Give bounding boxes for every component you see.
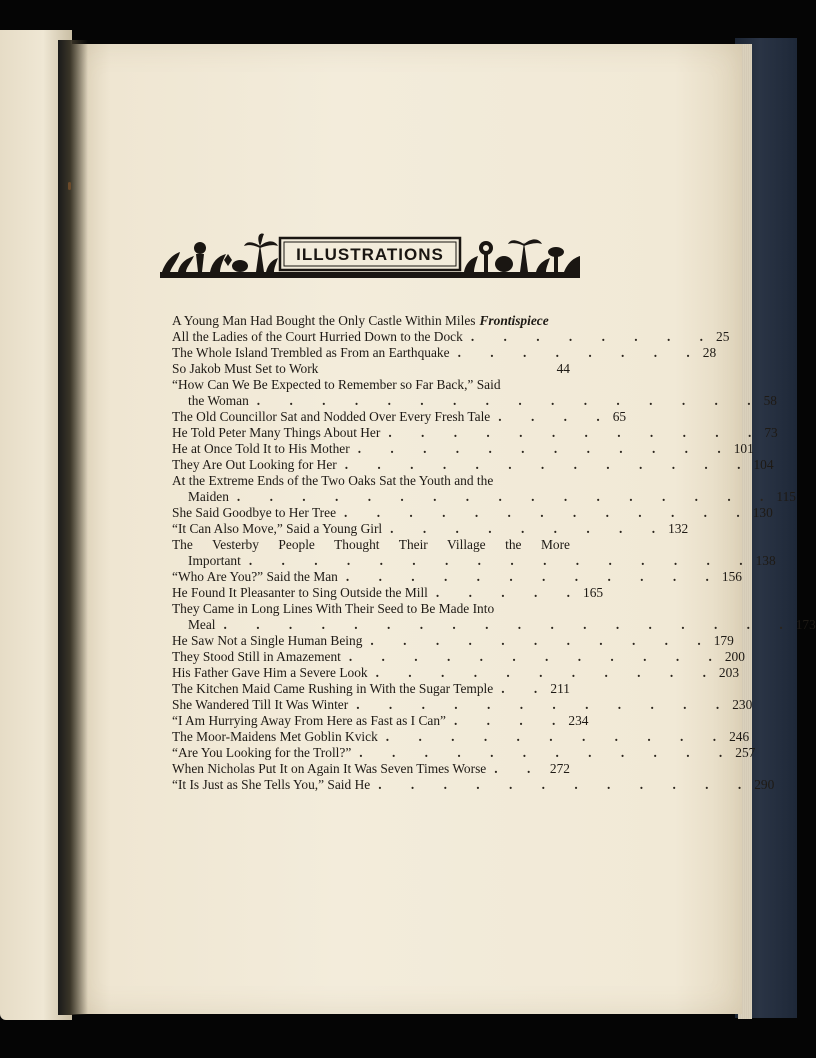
entry-title: He Found It Pleasanter to Sing Outside the Mill bbox=[172, 585, 428, 600]
entry-title: The Old Councillor Sat and Nodded Over Every Fresh Tale bbox=[172, 409, 491, 424]
entry-page: 101 bbox=[733, 441, 754, 456]
list-item bbox=[172, 537, 776, 569]
entry-title: The Moor-Maidens Met Goblin Kvick bbox=[172, 729, 378, 744]
entry-title: He Told Peter Many Things About Her bbox=[172, 425, 381, 440]
list-item bbox=[172, 361, 570, 377]
list-item bbox=[172, 441, 754, 457]
leader-dots: . . . . . . . . . . . . bbox=[359, 745, 736, 760]
entry-page: 179 bbox=[713, 633, 734, 648]
list-item bbox=[172, 745, 756, 761]
entry-page: 132 bbox=[668, 521, 689, 536]
list-item bbox=[172, 569, 742, 585]
entry-title-continued: Important bbox=[188, 553, 241, 568]
entry-title: At the Extreme Ends of the Two Oaks Sat the Youth and the bbox=[172, 473, 494, 488]
leader-dots: . . . . . . . . . . . . . . . . . bbox=[236, 489, 777, 504]
entry-title: “Who Are You?” Said the Man bbox=[172, 569, 338, 584]
leader-dots: . . . . . . . . . . . bbox=[375, 665, 719, 680]
entry-title: The Vesterby People Thought Their Village the More bbox=[172, 537, 570, 552]
leader-dots: . . . . . . . . bbox=[457, 345, 703, 360]
list-item bbox=[172, 505, 773, 521]
entry-title: She Said Goodbye to Her Tree bbox=[172, 505, 337, 520]
entry-page: 230 bbox=[732, 697, 753, 712]
leader-dots: . . . . . . . . . . . . . . . . bbox=[248, 553, 756, 568]
entry-title: “Are You Looking for the Troll?” bbox=[172, 745, 352, 760]
list-item bbox=[172, 761, 570, 777]
leader-dots: . . . . . . . . . . . . . . . . . . bbox=[223, 617, 796, 632]
leader-dots: . . . . . . . . . . . bbox=[370, 633, 714, 648]
entry-page: 44 bbox=[556, 361, 570, 376]
entry-page: 272 bbox=[549, 761, 570, 776]
entry-title-continued: the Woman bbox=[188, 393, 249, 408]
entry-page: 211 bbox=[550, 681, 570, 696]
entry-title-continued: Meal bbox=[188, 617, 216, 632]
leader-dots: . . . . . . . . . . . . bbox=[378, 777, 755, 792]
entry-page: 156 bbox=[721, 569, 742, 584]
leader-dots: . . . . . . . . . . . . bbox=[388, 425, 765, 440]
entry-title: When Nicholas Put It on Again It Was Seven Times Worse bbox=[172, 761, 487, 776]
list-item bbox=[172, 313, 570, 329]
entry-page: 115 bbox=[776, 489, 796, 504]
entry-page: 130 bbox=[752, 505, 773, 520]
entry-title: He Saw Not a Single Human Being bbox=[172, 633, 363, 648]
list-item bbox=[172, 665, 740, 681]
leader-dots: . . . . . . . . bbox=[470, 329, 717, 344]
list-item bbox=[172, 329, 730, 345]
entry-page: 290 bbox=[754, 777, 775, 792]
entry-title: She Wandered Till It Was Winter bbox=[172, 697, 349, 712]
entry-page: 200 bbox=[724, 649, 745, 664]
entry-page: 58 bbox=[763, 393, 777, 408]
list-item bbox=[172, 585, 604, 601]
entry-page: 28 bbox=[702, 345, 717, 360]
entry-page: 173 bbox=[795, 617, 816, 632]
entry-title: “It Is Just as She Tells You,” Said He bbox=[172, 777, 371, 792]
entry-title: He at Once Told It to His Mother bbox=[172, 441, 350, 456]
entry-title-continued: Maiden bbox=[188, 489, 229, 504]
entry-page: 138 bbox=[755, 553, 776, 568]
leader-dots: . . . . . . . . . . . . bbox=[357, 441, 734, 456]
entry-page: 25 bbox=[716, 329, 730, 344]
entry-page: 234 bbox=[568, 713, 589, 728]
list-item bbox=[172, 377, 777, 409]
list-item bbox=[172, 601, 816, 633]
illustrations-heading: ILLUSTRATIONS bbox=[296, 245, 444, 264]
entry-title: They Came in Long Lines With Their Seed to Be Made Into bbox=[172, 601, 495, 616]
leader-dots: . . bbox=[494, 761, 544, 776]
book-gutter bbox=[58, 40, 88, 1015]
list-item bbox=[172, 681, 570, 697]
entry-title: A Young Man Had Bought the Only Castle Within Miles bbox=[172, 313, 476, 328]
entry-title: They Stood Still in Amazement bbox=[172, 649, 341, 664]
entry-title: The Whole Island Trembled as From an Earthquake bbox=[172, 345, 450, 360]
leader-dots: . . . . . bbox=[435, 585, 584, 600]
entry-page: Frontispiece bbox=[479, 313, 549, 328]
leader-dots: . . . . . . . . . . . . bbox=[345, 569, 722, 584]
list-item bbox=[172, 425, 778, 441]
list-item bbox=[172, 457, 774, 473]
entry-page: 246 bbox=[729, 729, 750, 744]
leader-dots: . . . . . . . . . . . . . . . . bbox=[256, 393, 764, 408]
list-item bbox=[172, 729, 750, 745]
leader-dots: . . . . bbox=[498, 409, 613, 424]
leader-dots: . . bbox=[501, 681, 551, 696]
entry-page: 165 bbox=[583, 585, 604, 600]
entry-title: His Father Gave Him a Severe Look bbox=[172, 665, 368, 680]
leader-dots: . . . . . . . . . . . . . bbox=[344, 505, 753, 520]
illustrations-banner bbox=[160, 232, 580, 282]
entry-page: 104 bbox=[753, 457, 774, 472]
entry-title: The Kitchen Maid Came Rushing in With the Sugar Temple bbox=[172, 681, 494, 696]
list-item bbox=[172, 713, 589, 729]
leader-dots: . . . . bbox=[453, 713, 569, 728]
entry-page: 73 bbox=[764, 425, 778, 440]
list-item bbox=[172, 521, 689, 537]
leader-dots: . . . . . . . . . . . bbox=[385, 729, 730, 744]
page-spot bbox=[68, 182, 71, 190]
leader-dots: . . . . . . . . . bbox=[390, 521, 669, 536]
entry-title: “How Can We Be Expected to Remember so Far Back,” Said bbox=[172, 377, 501, 392]
entry-page: 65 bbox=[612, 409, 627, 424]
leader-dots: . . . . . . . . . . . . . bbox=[344, 457, 754, 472]
list-item bbox=[172, 633, 734, 649]
leader-dots: . . . . . . . . . . . . bbox=[348, 649, 725, 664]
list-item bbox=[172, 345, 717, 361]
leader-dots: . . . . . . . . . . . . bbox=[356, 697, 733, 712]
entry-title: “It Can Also Move,” Said a Young Girl bbox=[172, 521, 383, 536]
list-item bbox=[172, 473, 796, 505]
entry-title: So Jakob Must Set to Work bbox=[172, 361, 319, 376]
entry-title: They Are Out Looking for Her bbox=[172, 457, 337, 472]
list-item bbox=[172, 409, 627, 425]
entry-title: All the Ladies of the Court Hurried Down to the Dock bbox=[172, 329, 463, 344]
entry-page: 203 bbox=[718, 665, 740, 680]
illustrations-list bbox=[172, 313, 816, 793]
list-item bbox=[172, 697, 753, 713]
entry-title: “I Am Hurrying Away From Here as Fast as I Can” bbox=[172, 713, 446, 728]
entry-page: 257 bbox=[735, 745, 756, 760]
list-item bbox=[172, 777, 775, 793]
list-item bbox=[172, 649, 745, 665]
